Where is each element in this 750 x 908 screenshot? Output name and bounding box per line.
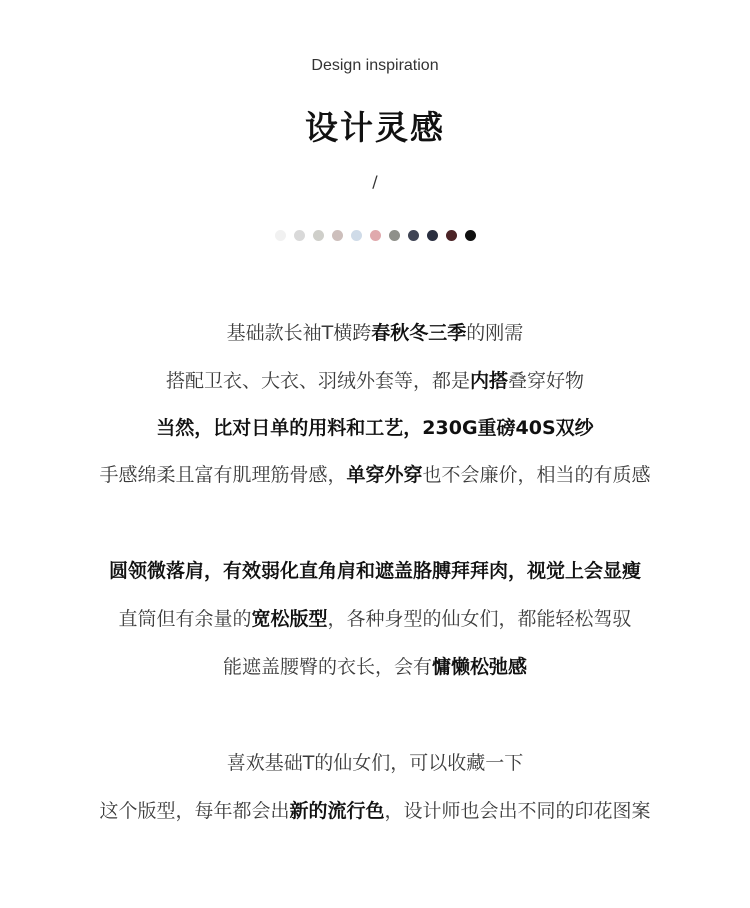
body-text: 能遮盖腰臀的衣长，会有 [222,656,432,678]
body-text: ，各种身型的仙女们，都能轻松驾驭 [327,608,632,630]
body-text: ，设计师也会出不同的印花图案 [384,800,651,822]
text-line [0,320,750,346]
color-swatch [465,230,476,241]
text-line [0,606,750,632]
highlight-text: 圆领微落肩，有效弱化直角肩和遮盖胳膊拜拜肉，视觉上会显瘦 [108,560,641,582]
color-swatch [275,230,286,241]
color-swatch [370,230,381,241]
color-swatch [389,230,400,241]
body-text: 手感绵柔且富有肌理筋骨感， [99,464,347,486]
color-swatch [427,230,438,241]
highlight-text: 春秋冬三季 [371,322,467,344]
text-line [0,654,750,680]
highlight-text: 新的流行色 [289,800,385,822]
body-text: 叠穿好物 [508,370,585,392]
highlight-text: 单穿外穿 [346,464,423,486]
section-subtitle: Design inspiration [311,57,439,74]
text-line [0,415,750,441]
color-swatch [408,230,419,241]
highlight-text: 慵懒松弛感 [432,656,528,678]
text-line [0,750,750,776]
body-text: 的刚需 [466,322,524,344]
highlight-text: 当然，比对日单的用料和工艺，230G重磅40S双纱 [156,417,594,439]
text-line [0,368,750,394]
body-text: 也不会廉价，相当的有质感 [422,464,651,486]
section-title: 设计灵感 [305,108,445,147]
color-swatch-row [0,230,750,241]
body-text: 这个版型，每年都会出 [99,800,290,822]
text-line [0,798,750,824]
highlight-text: 宽松版型 [251,608,328,630]
title-separator: / [372,172,378,191]
color-swatch [313,230,324,241]
body-text: 直筒但有余量的 [118,608,252,630]
color-swatch [294,230,305,241]
color-swatch [351,230,362,241]
color-swatch [446,230,457,241]
highlight-text: 内搭 [469,370,508,392]
text-line [0,558,750,584]
body-text: 喜欢基础T的仙女们，可以收藏一下 [226,752,524,774]
body-text: 搭配卫衣、大衣、羽绒外套等，都是 [165,370,470,392]
text-line [0,462,750,488]
body-text: 基础款长袖T横跨 [226,322,372,344]
color-swatch [332,230,343,241]
